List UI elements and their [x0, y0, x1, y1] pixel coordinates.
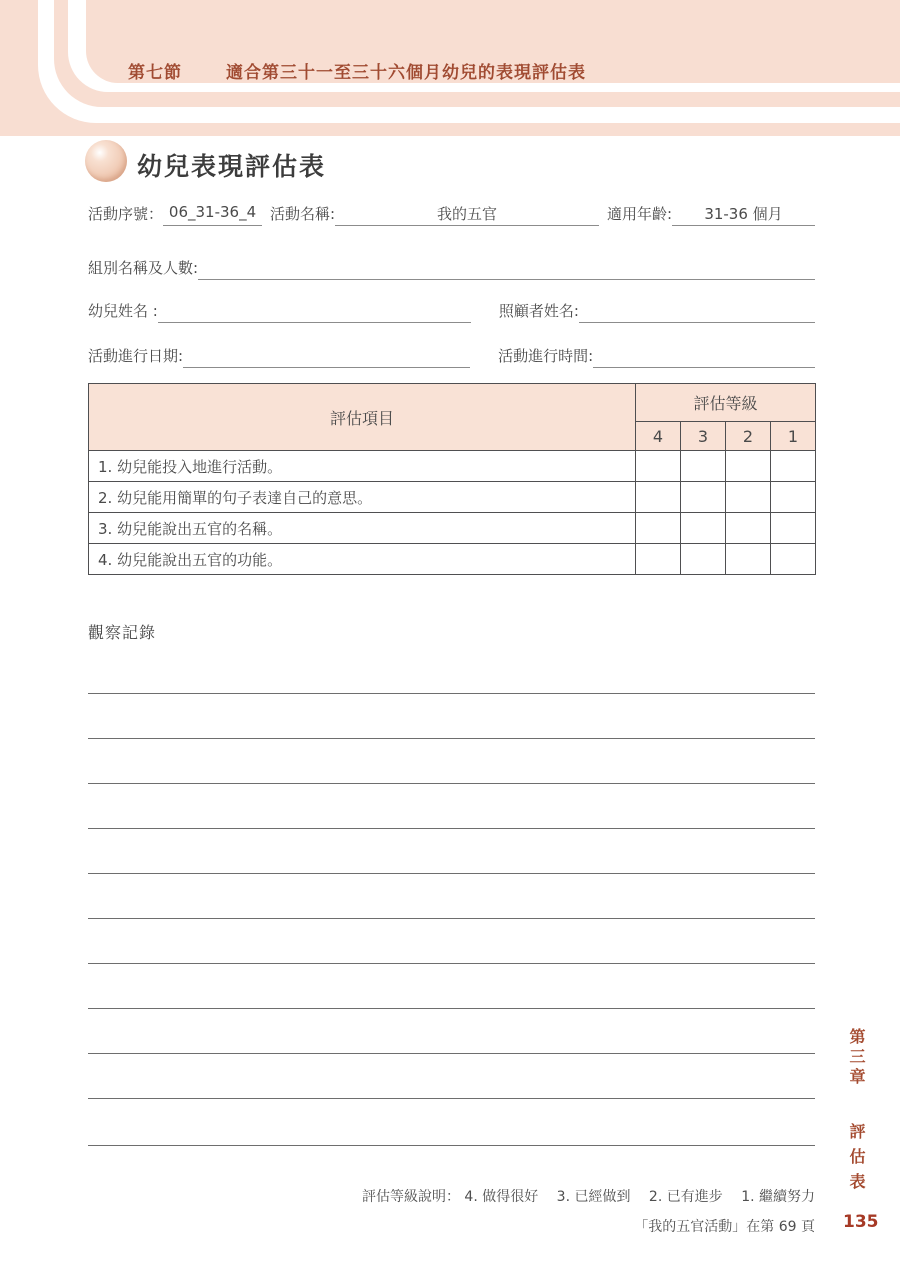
caregiver-label: 照顧者姓名:	[498, 302, 579, 320]
age-label: 適用年齡:	[606, 205, 672, 223]
form-row-activity	[88, 203, 815, 226]
rating-cell[interactable]	[636, 513, 681, 544]
assessment-item: 2. 幼兒能用簡單的句子表達自己的意思。	[89, 482, 636, 513]
age-field[interactable]: 31-36 個月	[672, 203, 815, 226]
rating-column-header: 評估等級	[636, 384, 816, 422]
assessment-item: 3. 幼兒能說出五官的名稱。	[89, 513, 636, 544]
observation-line[interactable]	[88, 783, 815, 784]
top-banner	[0, 0, 900, 136]
child-name-label: 幼兒姓名 :	[88, 302, 158, 320]
assessment-item: 4. 幼兒能說出五官的功能。	[89, 544, 636, 575]
rating-level-1: 1	[771, 422, 816, 451]
form-row-datetime	[88, 345, 815, 368]
rating-level-2: 2	[726, 422, 771, 451]
form-row-names	[88, 300, 815, 323]
rating-cell[interactable]	[771, 544, 816, 575]
rating-cell[interactable]	[771, 513, 816, 544]
observation-label: 觀察記錄	[88, 623, 157, 642]
table-row	[89, 513, 816, 544]
chapter-label: 評估表	[847, 1123, 866, 1198]
rating-cell[interactable]	[681, 451, 726, 482]
observation-line[interactable]	[88, 1053, 815, 1054]
rating-level-4: 4	[636, 422, 681, 451]
rating-cell[interactable]	[636, 451, 681, 482]
observation-line[interactable]	[88, 738, 815, 739]
table-row	[89, 451, 816, 482]
rating-cell[interactable]	[726, 544, 771, 575]
child-name-field[interactable]	[158, 300, 471, 323]
activity-reference: 「我的五官活動」在第 69 頁	[634, 1219, 815, 1235]
table-row	[89, 544, 816, 575]
section-title: 適合第三十一至三十六個月幼兒的表現評估表	[226, 63, 586, 83]
activity-name-field[interactable]: 我的五官	[335, 203, 599, 226]
date-field[interactable]	[183, 345, 470, 368]
group-label: 組別名稱及人數:	[88, 259, 199, 277]
item-column-header: 評估項目	[89, 384, 636, 451]
caregiver-field[interactable]	[579, 300, 815, 323]
table-row	[89, 482, 816, 513]
rating-cell[interactable]	[771, 451, 816, 482]
rating-level-3: 3	[681, 422, 726, 451]
form-row-group	[88, 257, 815, 280]
rating-cell[interactable]	[636, 482, 681, 513]
date-label: 活動進行日期:	[88, 347, 184, 365]
time-label: 活動進行時間:	[498, 347, 594, 365]
rating-legend: 評估等級說明： 4. 做得很好 3. 已經做到 2. 已有進步 1. 繼續努力	[361, 1189, 815, 1205]
page-title: 幼兒表現評估表	[137, 152, 327, 181]
activity-no-field[interactable]: 06_31-36_4	[163, 203, 262, 226]
chapter-sidebar-tab	[845, 1028, 868, 1198]
time-field[interactable]	[593, 345, 815, 368]
rating-cell[interactable]	[726, 451, 771, 482]
observation-line[interactable]	[88, 828, 815, 829]
rating-cell[interactable]	[726, 482, 771, 513]
pink-ball-icon	[85, 140, 127, 182]
rating-cell[interactable]	[726, 513, 771, 544]
rating-cell[interactable]	[681, 482, 726, 513]
observation-line[interactable]	[88, 963, 815, 964]
rating-cell[interactable]	[681, 544, 726, 575]
section-header	[128, 58, 586, 83]
observation-line[interactable]	[88, 1098, 815, 1099]
observation-line[interactable]	[88, 918, 815, 919]
section-number: 第七節	[128, 63, 182, 83]
assessment-item: 1. 幼兒能投入地進行活動。	[89, 451, 636, 482]
observation-line[interactable]	[88, 873, 815, 874]
observation-line[interactable]	[88, 1008, 815, 1009]
rating-cell[interactable]	[681, 513, 726, 544]
page-number: 135	[843, 1212, 879, 1232]
assessment-table	[88, 383, 816, 575]
rating-cell[interactable]	[636, 544, 681, 575]
observation-line[interactable]	[88, 693, 815, 694]
rating-cell[interactable]	[771, 482, 816, 513]
group-field[interactable]	[198, 257, 815, 280]
activity-name-label: 活動名稱:	[270, 205, 336, 223]
activity-no-label: 活動序號：	[88, 205, 164, 223]
observation-line[interactable]	[88, 1145, 815, 1146]
chapter-number: 第三章	[847, 1028, 866, 1088]
